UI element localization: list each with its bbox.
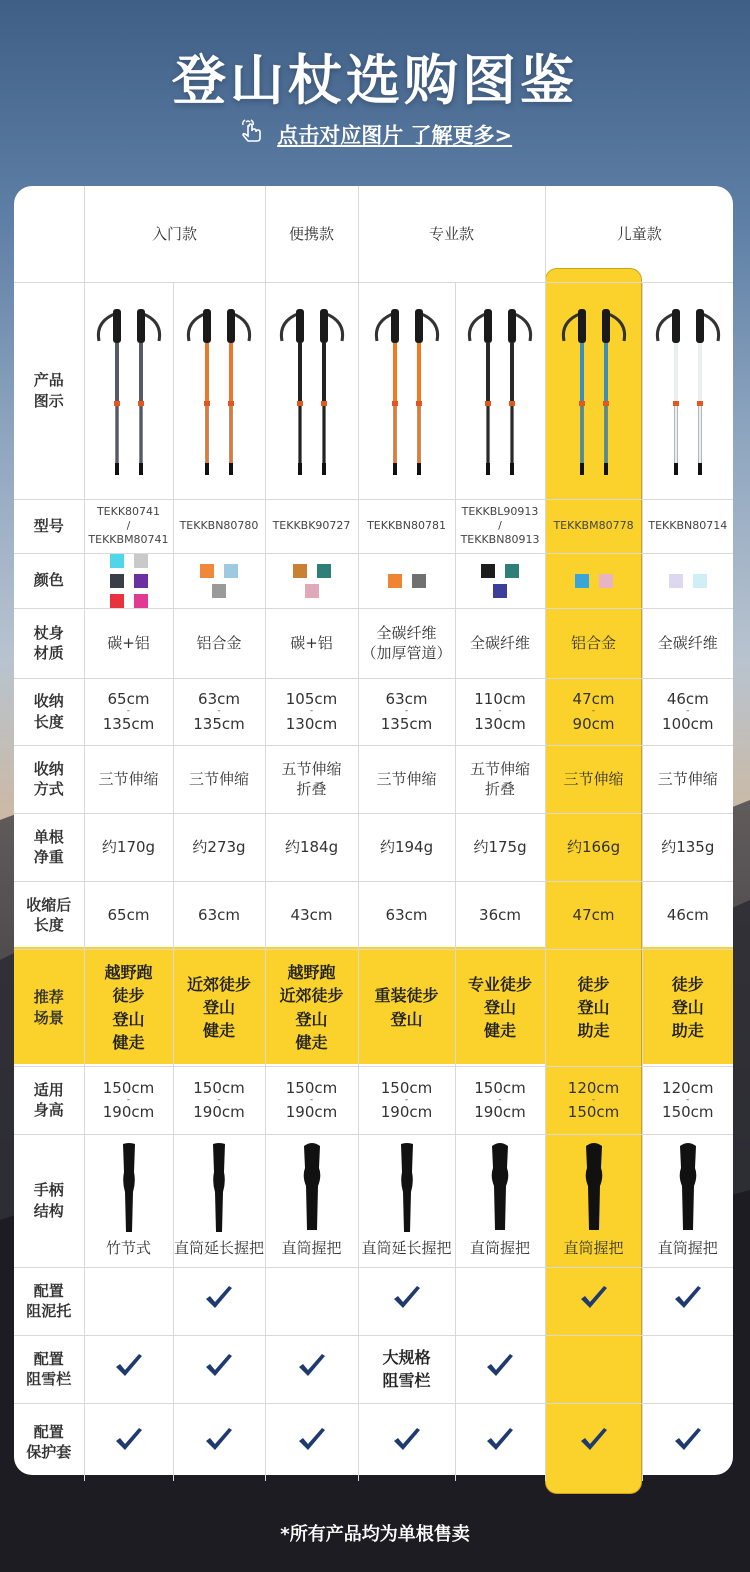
cell-material: 铝合金 [173,608,265,678]
check-icon [204,1353,234,1379]
grip-type: 直筒延长握把 [174,1239,265,1258]
cell-fold-method: 五节伸缩 折叠 [455,745,545,813]
cell-scene [455,949,545,1066]
check-icon [204,1427,234,1453]
cell-snow [173,1335,265,1403]
model-number: TEKKBM80778 [553,518,634,532]
cell-material: 全碳纤维 （加厚管道） [358,608,455,678]
cell-height [358,1066,455,1134]
cell-model [84,499,173,553]
grip-image [199,1142,239,1234]
height-min: 150cm [193,1078,245,1097]
cell-material: 全碳纤维 [642,608,733,678]
cell-color [455,553,545,608]
cell-model [642,499,733,553]
cell-model [545,499,642,553]
range-dash: - [217,706,221,717]
cell-scene [545,949,642,1066]
cell-collapsed: 46cm [642,881,733,949]
cell-grip [84,1134,173,1267]
cell-scene [265,949,358,1066]
check-icon [204,1285,234,1311]
color-swatch[interactable] [212,584,226,598]
cell-weight: 约170g [84,813,173,881]
product-image[interactable] [265,282,358,499]
color-swatch[interactable] [493,584,507,598]
color-swatch[interactable] [224,564,238,578]
product-image[interactable] [642,282,733,499]
row-model [14,499,733,553]
row-fold-method [14,745,733,813]
height-min: 150cm [285,1078,338,1097]
cell-color [265,553,358,608]
row-label: 配置 阻雪栏 [14,1335,84,1403]
cell-material: 碳+铝 [265,608,358,678]
cell-fold-method: 三节伸缩 [358,745,455,813]
row-weight [14,813,733,881]
row-grip [14,1134,733,1267]
check-icon [297,1353,327,1379]
category-header-row [14,186,733,282]
cell-cover [358,1403,455,1481]
cell-color [84,553,173,608]
grip-image [480,1142,520,1234]
trekking-pole-image[interactable] [270,301,354,481]
cell-folded-len [358,678,455,745]
scene-text: 徒步 登山 助走 [577,974,610,1041]
cell-weight: 约194g [358,813,455,881]
check-icon [485,1427,515,1453]
row-folded-len [14,678,733,745]
length-max: 135cm [102,714,155,733]
length-min: 63cm [198,690,240,708]
range-dash: - [686,1094,690,1105]
category-entry: 入门款 [84,186,265,282]
height-max: 190cm [474,1103,526,1122]
cell-collapsed: 63cm [358,881,455,949]
product-image[interactable] [84,282,173,499]
cell-fold-method: 三节伸缩 [642,745,733,813]
cell-mud [455,1267,545,1335]
color-swatch[interactable] [412,574,426,588]
cell-model [455,499,545,553]
cell-grip [173,1134,265,1267]
cell-scene [358,949,455,1066]
cell-collapsed: 65cm [84,881,173,949]
cell-color [173,553,265,608]
row-scene [14,949,733,1066]
cell-collapsed: 36cm [455,881,545,949]
color-swatch[interactable] [693,574,707,588]
color-swatch[interactable] [134,594,148,608]
height-min: 150cm [474,1078,526,1097]
cell-folded-len [455,678,545,745]
color-swatch[interactable] [481,564,495,578]
check-icon [673,1285,703,1311]
scene-text: 近郊徒步 登山 健走 [187,974,252,1041]
row-cover [14,1403,733,1481]
length-max: 130cm [474,714,526,733]
color-swatch[interactable] [317,564,331,578]
color-swatch[interactable] [293,564,307,578]
cell-color [545,553,642,608]
cell-weight: 约175g [455,813,545,881]
product-image[interactable] [455,282,545,499]
color-swatch[interactable] [575,574,589,588]
color-swatches [658,574,718,588]
color-swatch[interactable] [134,574,148,588]
row-label: 型号 [14,499,84,553]
color-swatches [564,574,624,588]
grip-image [292,1142,332,1234]
footnote: *所有产品均为单根售卖 [280,1524,470,1545]
check-icon [114,1427,144,1453]
color-swatch[interactable] [388,574,402,588]
trekking-pole-image[interactable] [458,301,542,481]
cell-folded-len [173,678,265,745]
cell-height [545,1066,642,1134]
height-max: 190cm [380,1103,433,1122]
length-max: 100cm [662,714,714,733]
color-swatch[interactable] [305,584,319,598]
cell-cover [642,1403,733,1481]
cell-snow [455,1335,545,1403]
cell-height [455,1066,545,1134]
cell-scene [642,949,733,1066]
trekking-pole-image[interactable] [365,301,449,481]
row-color [14,553,733,608]
color-swatch[interactable] [110,574,124,588]
range-dash: - [309,1094,314,1105]
color-swatches [282,564,342,598]
row-snow [14,1335,733,1403]
color-swatch[interactable] [505,564,519,578]
grip-type: 直筒握把 [470,1239,531,1258]
height-max: 190cm [193,1103,245,1122]
color-swatches [99,554,159,608]
snow-basket-text: 大规格 阻雪栏 [382,1347,431,1390]
range-dash: - [126,706,131,717]
cell-grip [358,1134,455,1267]
row-label: 杖身 材质 [14,608,84,678]
check-icon [579,1427,609,1453]
row-label: 配置 保护套 [14,1403,84,1481]
color-swatch[interactable] [599,574,613,588]
category-kids: 儿童款 [545,186,733,282]
height-max: 150cm [567,1103,620,1122]
height-max: 190cm [102,1103,155,1122]
model-number: TEKKBN80781 [367,518,446,532]
cell-snow [642,1335,733,1403]
cell-folded-len [265,678,358,745]
cell-fold-method: 三节伸缩 [173,745,265,813]
cell-mud [358,1267,455,1335]
length-min: 63cm [385,690,428,708]
cell-color [358,553,455,608]
cell-cover [455,1403,545,1481]
row-label: 适用 身高 [14,1066,84,1134]
cell-collapsed: 47cm [545,881,642,949]
cell-grip [545,1134,642,1267]
grip-type: 直筒握把 [563,1239,624,1258]
product-image[interactable] [358,282,455,499]
cell-snow [84,1335,173,1403]
row-label: 收纳 方式 [14,745,84,813]
row-label: 配置 阻泥托 [14,1267,84,1335]
row-image [14,282,733,499]
cell-mud [173,1267,265,1335]
height-max: 190cm [285,1103,338,1122]
cell-material: 铝合金 [545,608,642,678]
cell-scene [173,949,265,1066]
cell-grip [642,1134,733,1267]
row-height [14,1066,733,1134]
row-label: 单根 净重 [14,813,84,881]
grip-type: 直筒握把 [281,1239,342,1258]
cell-fold-method: 三节伸缩 [84,745,173,813]
subtitle-text[interactable]: 点击对应图片 了解更多> [277,123,513,148]
cell-folded-len [642,678,733,745]
check-icon [114,1353,144,1379]
cell-collapsed: 43cm [265,881,358,949]
color-swatch[interactable] [110,594,124,608]
color-swatches [377,574,437,588]
cell-weight: 约135g [642,813,733,881]
length-max: 135cm [380,714,433,733]
product-image[interactable] [173,282,265,499]
length-min: 110cm [474,690,526,708]
cell-mud [84,1267,173,1335]
product-image[interactable] [545,282,642,499]
cell-height [173,1066,265,1134]
cell-model [265,499,358,553]
range-dash: - [591,706,596,717]
check-icon [579,1285,609,1311]
tap-hand-icon [238,118,266,151]
height-min: 150cm [380,1078,433,1097]
cell-fold-method: 五节伸缩 折叠 [265,745,358,813]
cell-material: 碳+铝 [84,608,173,678]
page-title: 登山杖选购图鉴 [172,49,578,112]
color-swatch[interactable] [200,564,214,578]
color-swatches [470,564,530,598]
grip-image [109,1142,149,1234]
length-max: 130cm [285,714,338,733]
row-label: 收纳 长度 [14,678,84,745]
model-number: TEKK80741 / TEKKBM80741 [88,504,169,547]
check-icon [392,1285,422,1311]
cell-weight: 约184g [265,813,358,881]
range-dash: - [686,706,690,717]
cell-weight: 约273g [173,813,265,881]
scene-text: 专业徒步 登山 健走 [468,974,533,1041]
row-label: 收缩后 长度 [14,881,84,949]
range-dash: - [498,706,502,717]
cell-snow [545,1335,642,1403]
cell-snow [358,1335,455,1403]
length-max: 135cm [193,714,245,733]
range-dash: - [404,706,409,717]
grip-type: 直筒延长握把 [361,1239,452,1258]
cell-height [642,1066,733,1134]
length-min: 47cm [572,690,615,708]
cell-height [265,1066,358,1134]
row-mud [14,1267,733,1335]
grip-image [574,1142,614,1234]
row-label: 颜色 [14,553,84,608]
check-icon [485,1353,515,1379]
row-label: 推荐 场景 [14,949,84,1066]
cell-weight: 约166g [545,813,642,881]
model-number: TEKKBK90727 [272,518,351,532]
range-dash: - [498,1094,502,1105]
cell-collapsed: 63cm [173,881,265,949]
cell-grip [455,1134,545,1267]
cell-model [173,499,265,553]
cell-folded-len [545,678,642,745]
cell-scene [84,949,173,1066]
color-swatch[interactable] [134,554,148,568]
cell-mud [642,1267,733,1335]
cell-mud [265,1267,358,1335]
trekking-pole-image[interactable] [177,301,261,481]
trekking-pole-image[interactable] [552,301,636,481]
length-min: 105cm [285,690,338,708]
trekking-pole-image[interactable] [87,301,171,481]
check-icon [392,1427,422,1453]
height-min: 150cm [102,1078,155,1097]
more-info-link[interactable] [0,118,750,151]
check-icon [673,1427,703,1453]
scene-text: 越野跑 徒步 登山 健走 [104,963,153,1052]
model-number: TEKKBN80714 [648,518,728,532]
row-label: 手柄 结构 [14,1134,84,1267]
color-swatches [189,564,249,598]
cell-cover [84,1403,173,1481]
cell-grip [265,1134,358,1267]
cell-height [84,1066,173,1134]
range-dash: - [217,1094,221,1105]
category-pro: 专业款 [358,186,545,282]
height-min: 120cm [662,1078,714,1097]
range-dash: - [126,1094,131,1105]
cell-cover [173,1403,265,1481]
row-label: 产品 图示 [14,282,84,499]
scene-text: 重装徒步 登山 [374,986,439,1029]
check-icon [297,1427,327,1453]
length-max: 90cm [572,714,615,733]
range-dash: - [591,1094,596,1105]
grip-type: 竹节式 [105,1239,151,1258]
scene-text: 越野跑 近郊徒步 登山 健走 [279,963,344,1052]
height-max: 150cm [662,1103,714,1122]
cell-snow [265,1335,358,1403]
trekking-pole-image[interactable] [646,301,730,481]
model-number: TEKKBN80780 [179,518,259,532]
cell-cover [265,1403,358,1481]
model-number: TEKKBL90913 / TEKKBN80913 [460,504,540,547]
category-portable: 便携款 [265,186,358,282]
color-swatch[interactable] [669,574,683,588]
height-min: 120cm [567,1078,620,1097]
row-collapsed [14,881,733,949]
scene-text: 徒步 登山 助走 [671,974,704,1041]
grip-type: 直筒握把 [657,1239,718,1258]
range-dash: - [404,1094,409,1105]
cell-fold-method: 三节伸缩 [545,745,642,813]
range-dash: - [309,706,314,717]
grip-image [668,1142,708,1234]
length-min: 46cm [666,690,709,708]
cell-cover [545,1403,642,1481]
row-material [14,608,733,678]
length-min: 65cm [107,690,150,708]
cell-material: 全碳纤维 [455,608,545,678]
color-swatch[interactable] [110,554,124,568]
cell-folded-len [84,678,173,745]
comparison-table [14,186,733,1481]
grip-image [387,1142,427,1234]
cell-mud [545,1267,642,1335]
cell-model [358,499,455,553]
cell-color [642,553,733,608]
